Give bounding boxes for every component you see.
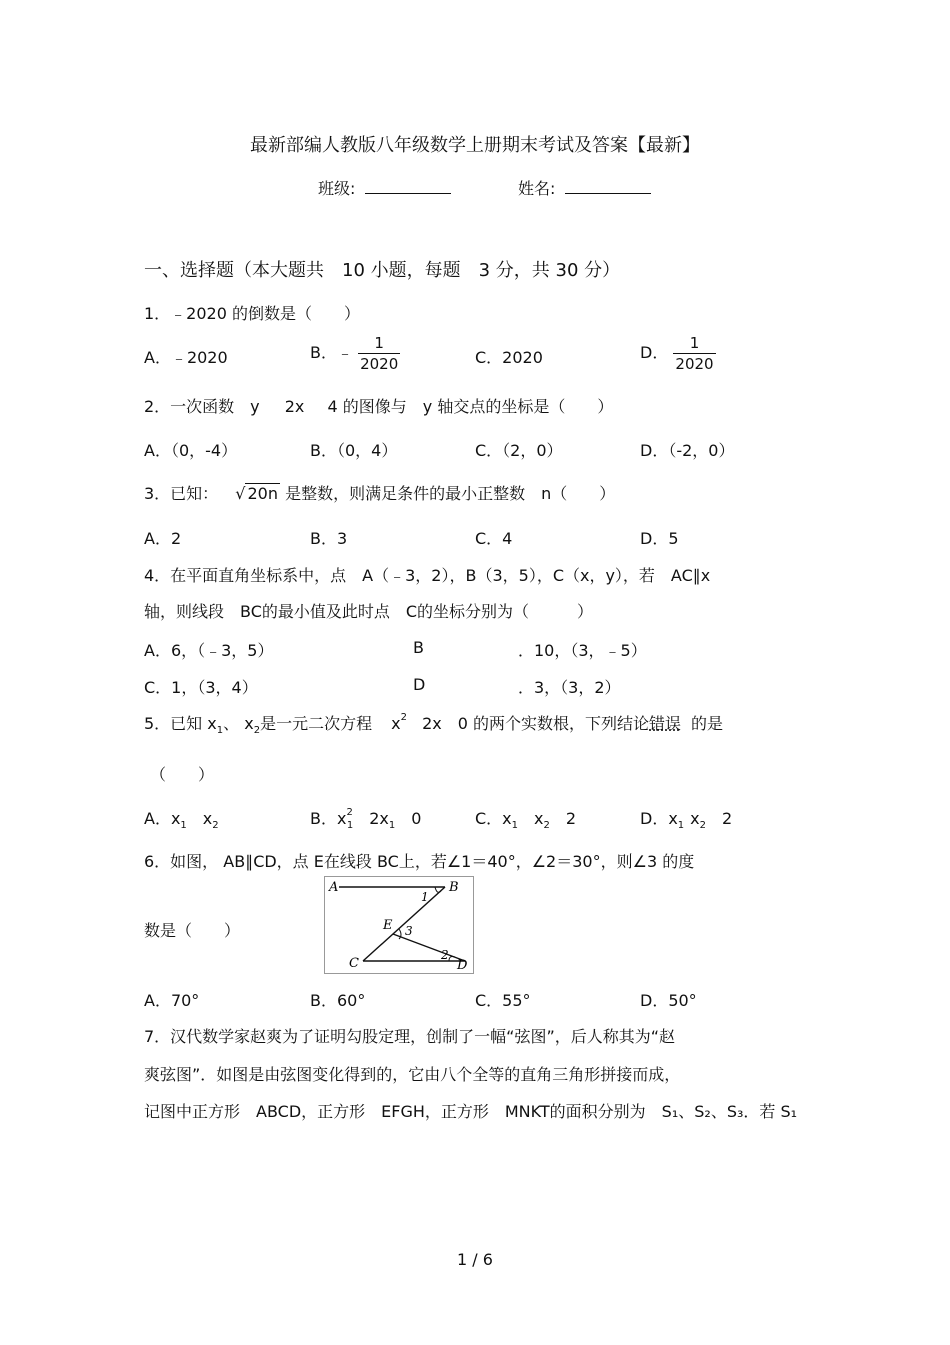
q3-option-c: C．4 [475,529,513,548]
q3-stem-pre: 3．已知： [144,484,219,503]
q2-option-b: B．（0，4） [310,441,398,460]
q6-option-a: A．70° [144,991,200,1010]
q5-option-a [144,806,219,829]
q5-d-pre: D．x [640,809,678,828]
q4-option-d-label: D [413,675,426,694]
q5-a-pre: A．x [144,809,181,828]
line-bc [363,887,445,961]
q5-c-mid: x [518,809,544,828]
q6-figure-svg [325,877,473,973]
q1-d-denominator: 2020 [675,355,714,373]
q5-b-pre: B．x [310,809,347,828]
q5-paren: （ ） [150,765,215,784]
q5-d-post: 2 [706,809,733,828]
q5-c-pre: C．x [475,809,512,828]
q5-b-post: 0 [395,809,422,828]
name-field [518,176,651,199]
label-c: C [349,956,359,971]
section-heading: 一、选择题（本大题共 10 小题，每题 3 分，共 30 分） [144,260,621,281]
q1-d-prefix: D． [640,343,669,362]
q5-eq-x: x [391,714,401,733]
q5-a-s2: 2 [212,820,219,831]
q5-b-sup: 2 [346,807,353,818]
q5-eq-rest: 2x 0 的两个实数根，下列结论 [422,714,650,733]
q6-option-c: C．55° [475,991,531,1010]
q1-d-fraction [673,333,715,374]
q5-sub1: 1 [216,725,224,736]
q2-stem-mid1: 2x [284,397,305,416]
q4-option-a: A．6，（﹣3，5） [144,641,274,660]
label-e: E [383,918,393,933]
q6-geometry-figure [324,876,474,974]
q1-option-c: C．2020 [475,348,543,367]
question-1-stem: 1．﹣2020 的倒数是（ ） [144,304,360,323]
q5-c-s2: 2 [543,820,550,831]
question-3-stem [144,481,615,504]
q5-a-s1: 1 [180,820,187,831]
q1-b-denominator: 2020 [360,355,399,373]
q3-sqrt [235,483,280,503]
question-6-stem-line2: 数是（ ） [144,921,241,940]
q5-option-b [310,806,421,829]
label-a: A [329,880,339,895]
q3-radicand: 20n [247,484,278,503]
q5-eq-sup: 2 [400,712,408,723]
q3-stem-post: 是整数，则满足条件的最小正整数 n（ ） [285,484,616,503]
q1-option-d [640,333,716,374]
label-angle-3: 3 [405,924,413,938]
question-6-stem: 6．如图， AB∥CD，点 E在线段 BC上，若∠1＝40°，∠2＝30°，则∠3 的度 [144,852,695,871]
q2-stem-mid2: 4 的图像与 y 轴交点的坐标是（ ） [327,397,614,416]
q6-option-b: B．60° [310,991,366,1010]
q3-option-d: D．5 [640,529,679,548]
q5-sub2: 2 [253,725,261,736]
q5-d-mid: x [690,809,700,828]
page-number: 1 / 6 [457,1250,493,1269]
angle-3-arc [399,929,401,939]
document-title: 最新部编人教版八年级数学上册期末考试及答案【最新】 [250,135,700,156]
q5-c-post: 2 [549,809,577,828]
q5-b-s2: 1 [388,820,396,831]
q4-option-b-value: ．10，（3，﹣5） [518,641,647,660]
label-angle-2: 2 [441,948,449,962]
name-label: 姓名: [518,179,556,198]
question-7-line2: 爽弦图”．如图是由弦图变化得到的，它由八个全等的直角三角形拼接而成， [144,1065,681,1084]
class-label: 班级: [318,179,356,198]
q2-option-c: C．（2，0） [475,441,563,460]
q5-stem-mid2: 是一元二次方程 [260,714,373,733]
q5-b-s1: 1 [346,820,354,831]
sqrt-icon: √ [235,484,246,503]
class-field [318,176,451,199]
q5-option-c [475,806,576,829]
q5-emphasis: 错误 [649,714,682,733]
q5-stem-post: 的是 [691,714,724,733]
q4-option-b-label: B [413,638,424,657]
label-b: B [449,880,459,895]
question-5-stem [144,711,723,734]
label-angle-1: 1 [421,890,429,904]
q4-option-c: C．1，（3，4） [144,678,258,697]
angle-1-arc [435,887,441,892]
class-blank [365,179,451,194]
q5-stem-pre: 5．已知 x [144,714,217,733]
q5-c-s1: 1 [511,820,519,831]
q5-option-d [640,806,732,829]
q5-a-mid: x [186,809,213,828]
q3-option-b: B．3 [310,529,348,548]
question-2-stem [144,394,613,417]
q1-b-numerator: 1 [374,334,384,352]
q2-option-a: A．（0，-4） [144,441,238,460]
q5-stem-mid: 、 x [223,714,254,733]
q4-option-d-value: ．3，（3，2） [518,678,621,697]
question-7-line1: 7．汉代数学家赵爽为了证明勾股定理，创制了一幅“弦图”，后人称其为“赵 [144,1027,676,1046]
question-4-stem-line2: 轴，则线段 BC的最小值及此时点 C的坐标分别为（ ） [144,602,594,621]
q5-d-s2: 2 [699,820,707,831]
q3-option-a: A．2 [144,529,182,548]
q2-option-d: D．（-2，0） [640,441,735,460]
q1-b-fraction [358,333,400,374]
q5-d-s1: 1 [677,820,685,831]
q5-b-mid: 2x [353,809,389,828]
q2-stem-pre: 2．一次函数 y [144,397,260,416]
q1-d-numerator: 1 [689,334,700,352]
label-d: D [457,958,468,973]
question-7-line3: 记图中正方形 ABCD，正方形 EFGH，正方形 MNKT的面积分别为 S₁、S₂、S₃．若 S₁ [144,1102,798,1121]
q1-option-a: A．﹣2020 [144,348,228,367]
question-4-stem-line1: 4．在平面直角坐标系中，点 A（﹣3，2），B（3，5），C（x，y），若 AC∥x [144,566,711,585]
q1-b-prefix: B．﹣ [310,343,353,362]
name-blank [565,179,651,194]
q6-option-d: D．50° [640,991,697,1010]
q1-option-b [310,333,400,374]
